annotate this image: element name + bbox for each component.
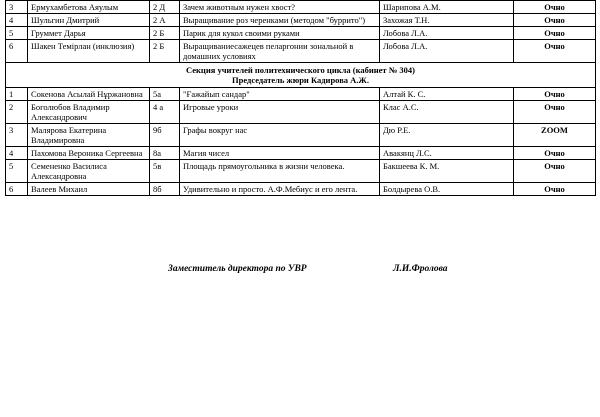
- participant-name: Груммет Дарья: [28, 27, 150, 40]
- grade: 2 Б: [150, 27, 180, 40]
- row-number: 6: [6, 40, 28, 63]
- project-topic: Графы вокруг нас: [180, 124, 380, 147]
- project-topic: Площадь прямоугольника в жизни человека.: [180, 160, 380, 183]
- project-topic: Удивительно и просто. А.Ф.Мебиус и его лента.: [180, 183, 380, 196]
- grade: 4 а: [150, 101, 180, 124]
- row-number: 4: [6, 147, 28, 160]
- table-row: [6, 1, 596, 14]
- participation-form: Очно: [514, 27, 596, 40]
- grade: 8б: [150, 183, 180, 196]
- project-topic: Выращивание роз черенками (методом "буррито"): [180, 14, 380, 27]
- table-row: [6, 160, 596, 183]
- participation-form: ZOOM: [514, 124, 596, 147]
- row-number: 2: [6, 101, 28, 124]
- table-row: [6, 27, 596, 40]
- teacher-name: Алтай К. С.: [380, 88, 514, 101]
- teacher-name: Дю Р.Е.: [380, 124, 514, 147]
- table-row: [6, 124, 596, 147]
- row-number: 3: [6, 1, 28, 14]
- section-title: Секция учителей политехнического цикла (кабинет № 304): [186, 65, 415, 75]
- schedule-table: [5, 0, 596, 196]
- grade: 5в: [150, 160, 180, 183]
- participation-form: Очно: [514, 14, 596, 27]
- grade: 2 Д: [150, 1, 180, 14]
- project-topic: Магия чисел: [180, 147, 380, 160]
- row-number: 6: [6, 183, 28, 196]
- table-body-top: [6, 1, 596, 63]
- section-row: [6, 63, 596, 88]
- teacher-name: Лобова Л.А.: [380, 40, 514, 63]
- section-title-cell: [6, 63, 596, 88]
- row-number: 3: [6, 124, 28, 147]
- participant-name: Семененко Василиса Александровна: [28, 160, 150, 183]
- teacher-name: Бакшеева К. М.: [380, 160, 514, 183]
- row-number: 4: [6, 14, 28, 27]
- project-topic: Игровые уроки: [180, 101, 380, 124]
- grade: 2 Б: [150, 40, 180, 63]
- table-row: [6, 88, 596, 101]
- participation-form: Очно: [514, 147, 596, 160]
- footer-signature: Л.И.Фролова: [393, 264, 448, 274]
- participation-form: Очно: [514, 1, 596, 14]
- participation-form: Очно: [514, 88, 596, 101]
- participant-name: Ермухамбетова Аяулым: [28, 1, 150, 14]
- teacher-name: Авакянц Л.С.: [380, 147, 514, 160]
- participant-name: Пахомова Вероника Сергеевна: [28, 147, 150, 160]
- participation-form: Очно: [514, 183, 596, 196]
- table-row: [6, 183, 596, 196]
- participation-form: Очно: [514, 101, 596, 124]
- table-row: [6, 40, 596, 63]
- teacher-name: Захожая Т.Н.: [380, 14, 514, 27]
- teacher-name: Клас А.С.: [380, 101, 514, 124]
- project-topic: Выращиваниесажецев пеларгонии зональной в домашних условиях: [180, 40, 380, 63]
- row-number: 5: [6, 160, 28, 183]
- table-row: [6, 101, 596, 124]
- participation-form: Очно: [514, 40, 596, 63]
- grade: 8а: [150, 147, 180, 160]
- participant-name: Шульгин Дмитрий: [28, 14, 150, 27]
- participant-name: Малярова Екатерина Владимировна: [28, 124, 150, 147]
- table-body-bottom: [6, 88, 596, 196]
- footer-position: Заместитель директора по УВР: [168, 264, 307, 274]
- participant-name: Боголюбов Владимир Александрович: [28, 101, 150, 124]
- participant-name: Шакен Темірлан (инклюзия): [28, 40, 150, 63]
- participant-name: Валеев Михаил: [28, 183, 150, 196]
- grade: 9б: [150, 124, 180, 147]
- participation-form: Очно: [514, 160, 596, 183]
- row-number: 5: [6, 27, 28, 40]
- project-topic: "Ғажайып сандар": [180, 88, 380, 101]
- project-topic: Парик для кукол своими руками: [180, 27, 380, 40]
- teacher-name: Шарипова А.М.: [380, 1, 514, 14]
- teacher-name: Лобова Л.А.: [380, 27, 514, 40]
- teacher-name: Болдырева О.В.: [380, 183, 514, 196]
- grade: 2 А: [150, 14, 180, 27]
- participant-name: Сокенова Асылай Нұржановна: [28, 88, 150, 101]
- jury-chair: Председатель жюри Кадирова А.Ж.: [232, 75, 369, 85]
- table-row: [6, 147, 596, 160]
- row-number: 1: [6, 88, 28, 101]
- table-row: [6, 14, 596, 27]
- project-topic: Зачем животным нужен хвост?: [180, 1, 380, 14]
- section-header: [6, 63, 596, 88]
- grade: 5а: [150, 88, 180, 101]
